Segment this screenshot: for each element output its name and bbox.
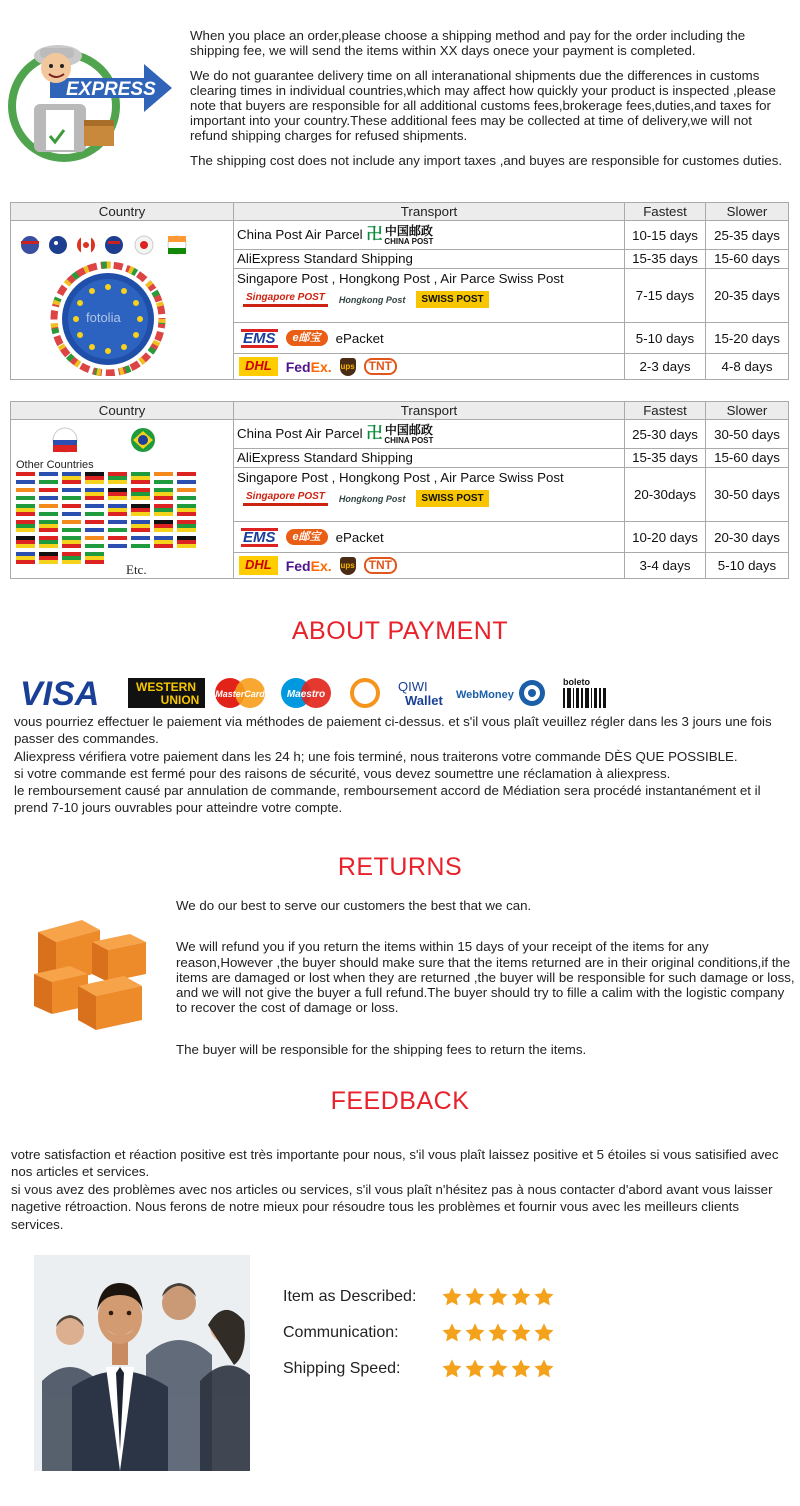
- flag-stripe: [62, 556, 81, 560]
- slower-value: 15-60 days: [706, 250, 789, 268]
- header-transport: Transport: [234, 203, 625, 221]
- flag-stripe: [39, 524, 58, 528]
- seller-ratings: [283, 1279, 573, 1387]
- flag-stripe: [177, 536, 196, 540]
- flag-stripe: [85, 512, 104, 516]
- flag-stripe: [85, 536, 104, 540]
- header-country: Country: [11, 402, 234, 420]
- table-header-row: [11, 402, 789, 420]
- maestro-logo: [281, 678, 331, 708]
- svg-text:QIWI: QIWI: [398, 679, 428, 694]
- flag-stripe: [154, 544, 173, 548]
- rating-row: [283, 1279, 573, 1315]
- star-rating: [441, 1286, 555, 1308]
- flag-stripe: [154, 480, 173, 484]
- star-rating: [441, 1358, 555, 1380]
- flag-stripe: [62, 536, 81, 540]
- flag-stripe: [62, 476, 81, 480]
- flag-stripe: [16, 476, 35, 480]
- flag-stripe: [131, 524, 150, 528]
- table-row: [11, 420, 789, 449]
- star-icon: [510, 1286, 532, 1308]
- flag-stripe: [154, 520, 173, 524]
- flag-stripe: [62, 492, 81, 496]
- flag-stripe: [108, 488, 127, 492]
- country-cell-eu: [11, 221, 234, 380]
- flag-stripe: [85, 496, 104, 500]
- fastest-value: 25-30 days: [625, 420, 706, 449]
- payment-line: si votre commande est fermé pour des raisons de sécurité, vous devez soumettre une réclamation à aliexpress.: [14, 765, 671, 781]
- flag-stripe: [62, 488, 81, 492]
- slower-value: 15-60 days: [706, 449, 789, 467]
- flag-stripe: [154, 476, 173, 480]
- transport-name: ePacket: [335, 330, 384, 346]
- flag-circle-row: [21, 236, 186, 254]
- star-icon: [464, 1286, 486, 1308]
- transport-aliexpress: AliExpress Standard Shipping: [234, 449, 625, 467]
- flag-stripe: [39, 488, 58, 492]
- fastest-value: 15-35 days: [625, 250, 706, 268]
- flag-stripe: [177, 508, 196, 512]
- shipping-paragraph: We do not guarantee delivery time on all interanational shipments due the differences in customs clearing times in individual countries,which may affect how quickly your product is inspected ,please note that buyers are responsible for all additional customs fees,brokerage fees,duties,and taxes for important into your country.These additional fees may be collected at time of delivery,we will not refund shipping charges for refused shipments.: [190, 68, 776, 144]
- flag-stripe: [85, 552, 104, 556]
- svg-text:UNION: UNION: [160, 693, 200, 707]
- flag-stripe: [85, 476, 104, 480]
- flag-stripe: [62, 520, 81, 524]
- flag-stripe: [39, 556, 58, 560]
- returns-paragraph: The buyer will be responsible for the shipping fees to return the items.: [176, 1041, 587, 1057]
- dhl-logo: DHL: [239, 357, 278, 376]
- flag-stripe: [131, 492, 150, 496]
- star-icon: [441, 1322, 463, 1344]
- star-icon: [487, 1322, 509, 1344]
- flag-stripe: [108, 512, 127, 516]
- ems-logo: EMS: [243, 329, 276, 347]
- fedex-logo: FedEx.: [285, 358, 332, 375]
- fastest-value: 10-20 days: [625, 522, 706, 552]
- transport-epacket: [234, 323, 625, 353]
- rating-row: [283, 1351, 573, 1387]
- china-post-icon: 卍: [366, 226, 383, 243]
- payment-text: [14, 713, 784, 817]
- flag-stripe: [131, 544, 150, 548]
- transport-name: China Post Air Parcel: [237, 226, 363, 242]
- country-flags-eu-image: [12, 221, 233, 376]
- table-row: [11, 221, 789, 250]
- fastest-value: 3-4 days: [625, 552, 706, 578]
- flag-stripe: [85, 472, 104, 476]
- china-post-logo-cn: 中国邮政: [384, 422, 433, 437]
- transport-name: ePacket: [335, 529, 384, 545]
- country-cell-other: [11, 420, 234, 579]
- flag-stripe: [62, 496, 81, 500]
- flag-stripe: [177, 524, 196, 528]
- flag-stripe: [131, 520, 150, 524]
- fastest-value: 7-15 days: [625, 268, 706, 323]
- header-fastest: Fastest: [625, 203, 706, 221]
- flag-stripe: [62, 472, 81, 476]
- flag-stripe: [16, 524, 35, 528]
- star-icon: [533, 1286, 555, 1308]
- payment-line: vous pourriez effectuer le paiement via méthodes de paiement ci-dessus. et s'il vous plaît veuillez régler dans les 3 jours une fois passer des commandes.: [14, 714, 772, 747]
- flag-stripe: [154, 512, 173, 516]
- ups-logo: ups: [340, 557, 356, 575]
- flag-stripe: [85, 492, 104, 496]
- svg-text:Maestro: Maestro: [286, 689, 326, 700]
- flag-stripe: [177, 528, 196, 532]
- flag-stripe: [154, 496, 173, 500]
- transport-china-post: [234, 221, 625, 250]
- transport-name: Singapore Post , Hongkong Post , Air Parce Swiss Post: [237, 469, 564, 485]
- flag-stripe: [16, 520, 35, 524]
- china-post-logo-en: CHINA POST: [384, 236, 434, 246]
- flag-stripe: [154, 536, 173, 540]
- flag-stripe: [62, 524, 81, 528]
- returns-text: [176, 898, 796, 1083]
- edb-logo: e邮宝: [286, 529, 328, 546]
- flag-stripe: [16, 496, 35, 500]
- flag-stripe: [39, 472, 58, 476]
- flag-stripe: [154, 540, 173, 544]
- dhl-logo: DHL: [239, 556, 278, 575]
- flag-stripe: [131, 504, 150, 508]
- svg-text:MasterCard: MasterCard: [215, 689, 265, 699]
- shipping-table-2: [10, 401, 789, 579]
- china-post-icon: 卍: [366, 425, 383, 442]
- transport-singapore: [234, 268, 625, 323]
- star-icon: [487, 1358, 509, 1380]
- svg-text:WESTERN: WESTERN: [136, 680, 196, 694]
- flag-stripe: [85, 524, 104, 528]
- flag-stripe: [62, 504, 81, 508]
- flag-stripe: [177, 512, 196, 516]
- country-flags-other-image: [12, 420, 233, 575]
- flag-stripe: [108, 544, 127, 548]
- flag-stripe: [62, 552, 81, 556]
- transport-express: [234, 552, 625, 578]
- header-slower: Slower: [706, 402, 789, 420]
- flag-stripe: [16, 528, 35, 532]
- transport-name: China Post Air Parcel: [237, 425, 363, 441]
- flag-stripe: [108, 476, 127, 480]
- flag-stripe: [177, 504, 196, 508]
- slower-value: 15-20 days: [706, 323, 789, 353]
- flag-stripe: [108, 504, 127, 508]
- hongkong-post-logo: Hongkong Post: [338, 493, 406, 504]
- flag-stripe: [108, 472, 127, 476]
- star-icon: [510, 1358, 532, 1380]
- flag-stripe: [131, 512, 150, 516]
- fastest-value: 15-35 days: [625, 449, 706, 467]
- returns-paragraph: We do our best to serve our customers the best that we can.: [176, 898, 532, 913]
- table-header-row: [11, 203, 789, 221]
- flag-stripe: [177, 496, 196, 500]
- flag-stripe: [131, 480, 150, 484]
- flag-stripe: [39, 496, 58, 500]
- flag-stripe: [85, 488, 104, 492]
- flag-stripe: [108, 480, 127, 484]
- fastest-value: 20-30days: [625, 467, 706, 522]
- etc-label: Etc.: [125, 562, 147, 575]
- returns-paragraph: We will refund you if you return the items within 15 days of your receipt of the items for any reason,However ,the buyer should make sure that the items returned are in their original conditions,if the items are damaged or lost when they are returned ,the buyer will be responsible for such damage or loss, and we will not give the buyer a full refund.The buyer should try to fille a calim with the logistic company to recover the cost of damage or loss.: [176, 939, 795, 1016]
- flag-stripe: [39, 508, 58, 512]
- transport-aliexpress: AliExpress Standard Shipping: [234, 250, 625, 268]
- flag-stripe: [16, 480, 35, 484]
- china-post-logo: [366, 225, 433, 246]
- flag-stripe: [39, 512, 58, 516]
- payment-line: Aliexpress vérifiera votre paiement dans les 24 h; une fois terminé, nous traiterons votre commande DÈS QUE POSSIBLE.: [14, 748, 738, 764]
- flag-stripe: [131, 540, 150, 544]
- header-fastest: Fastest: [625, 402, 706, 420]
- flag-stripe: [108, 536, 127, 540]
- china-post-logo: [366, 424, 433, 445]
- star-icon: [510, 1322, 532, 1344]
- flag-stripe: [39, 552, 58, 556]
- box: [92, 934, 146, 982]
- flag-stripe: [62, 508, 81, 512]
- flag-stripe: [39, 492, 58, 496]
- star-icon: [487, 1286, 509, 1308]
- tnt-logo: TNT: [364, 557, 397, 575]
- flag-stripe: [85, 480, 104, 484]
- mini-flag-grid: [16, 472, 196, 564]
- hongkong-post-logo: Hongkong Post: [338, 294, 406, 305]
- star-icon: [441, 1358, 463, 1380]
- flag-stripe: [154, 524, 173, 528]
- flag-stripe: [154, 488, 173, 492]
- ups-logo: ups: [340, 358, 356, 376]
- flag-stripe: [85, 540, 104, 544]
- slower-value: 5-10 days: [706, 552, 789, 578]
- transport-china-post: [234, 420, 625, 449]
- flag-stripe: [62, 544, 81, 548]
- flag-stripe: [154, 472, 173, 476]
- flag-stripe: [62, 512, 81, 516]
- flag-stripe: [108, 496, 127, 500]
- flag-stripe: [16, 552, 35, 556]
- singapore-post-logo: Singapore POST: [243, 491, 328, 506]
- flag-stripe: [177, 480, 196, 484]
- edb-logo: e邮宝: [286, 330, 328, 347]
- fastest-value: 5-10 days: [625, 323, 706, 353]
- slower-value: 4-8 days: [706, 353, 789, 379]
- flag-stripe: [16, 488, 35, 492]
- flag-stripe: [85, 508, 104, 512]
- flag-stripe: [39, 528, 58, 532]
- shipping-paragraph: The shipping cost does not include any import taxes ,and buyes are responsible for customes duties.: [190, 153, 783, 169]
- china-post-logo-en: CHINA POST: [384, 435, 434, 445]
- flag-stripe: [16, 512, 35, 516]
- flag-stripe: [39, 504, 58, 508]
- fotolia-watermark: fotolia: [85, 310, 121, 325]
- svg-text:WebMoney: WebMoney: [456, 689, 514, 701]
- transport-singapore: [234, 467, 625, 522]
- flag-stripe: [85, 504, 104, 508]
- flag-stripe: [131, 476, 150, 480]
- payment-logos: [20, 675, 620, 711]
- flag-stripe: [62, 528, 81, 532]
- slower-value: 20-30 days: [706, 522, 789, 552]
- other-countries-label: Other Countries: [15, 459, 94, 471]
- flag-stripe: [131, 536, 150, 540]
- star-icon: [464, 1358, 486, 1380]
- header-country: Country: [11, 203, 234, 221]
- star-icon: [464, 1322, 486, 1344]
- star-icon: [533, 1358, 555, 1380]
- flag-stripe: [131, 508, 150, 512]
- flag-stripe: [177, 476, 196, 480]
- flag-stripe: [39, 476, 58, 480]
- flag-stripe: [85, 556, 104, 560]
- star-icon: [533, 1322, 555, 1344]
- flag-stripe: [108, 524, 127, 528]
- cardboard-boxes-image: [30, 912, 150, 1034]
- flag-stripe: [16, 508, 35, 512]
- flag-stripe: [108, 508, 127, 512]
- boleto-logo: [563, 677, 606, 708]
- flag-stripe: [131, 496, 150, 500]
- flag-stripe: [108, 540, 127, 544]
- western-union-logo: [128, 678, 205, 708]
- flag-stripe: [16, 536, 35, 540]
- swiss-post-logo: SWISS POST: [416, 291, 488, 309]
- flag-stripe: [62, 480, 81, 484]
- feedback-title: FEEDBACK: [330, 1087, 470, 1115]
- flag-stripe: [131, 488, 150, 492]
- flag-stripe: [39, 560, 58, 564]
- flag-stripe: [39, 544, 58, 548]
- svg-text:boleto: boleto: [563, 677, 590, 687]
- rating-label: Shipping Speed:: [283, 1359, 401, 1377]
- slower-value: 25-35 days: [706, 221, 789, 250]
- feedback-line: votre satisfaction et réaction positive est très importante pour nous, s'il vous plaît laissez positive et 5 étoiles si vous satisified avec nos articles et services.: [11, 1147, 779, 1180]
- feedback-text: [11, 1146, 786, 1233]
- shipping-paragraph: When you place an order,please choose a shipping method and pay for the order including the shipping fee, we will send the items within XX days onece your payment is completed.: [190, 28, 746, 59]
- flag-stripe: [16, 540, 35, 544]
- flag-stripe: [85, 528, 104, 532]
- flag-stripe: [154, 508, 173, 512]
- business-team-photo: [34, 1255, 250, 1471]
- flag-stripe: [154, 504, 173, 508]
- shipping-info-text: [190, 28, 792, 178]
- flag-stripe: [16, 544, 35, 548]
- star-rating: [441, 1322, 555, 1344]
- flag-stripe: [16, 560, 35, 564]
- header-slower: Slower: [706, 203, 789, 221]
- flag-stripe: [108, 528, 127, 532]
- singapore-post-logo: Singapore POST: [243, 292, 328, 307]
- flag-stripe: [154, 492, 173, 496]
- rating-row: [283, 1315, 573, 1351]
- flag-stripe: [62, 540, 81, 544]
- flag-stripe: [177, 492, 196, 496]
- payment-title: ABOUT PAYMENT: [291, 617, 509, 645]
- header-transport: Transport: [234, 402, 625, 420]
- tnt-logo: TNT: [364, 358, 397, 376]
- flag-stripe: [177, 488, 196, 492]
- fastest-value: 2-3 days: [625, 353, 706, 379]
- transport-express: [234, 353, 625, 379]
- express-delivery-illustration: [6, 26, 178, 170]
- flag-stripe: [16, 472, 35, 476]
- transport-epacket: [234, 522, 625, 552]
- star-icon: [441, 1286, 463, 1308]
- qiwi-logo: [352, 679, 443, 708]
- flag-stripe: [108, 520, 127, 524]
- flag-stripe: [177, 520, 196, 524]
- flag-stripe: [154, 528, 173, 532]
- flag-stripe: [131, 472, 150, 476]
- ems-logo: EMS: [243, 528, 276, 546]
- china-post-logo-cn: 中国邮政: [384, 223, 433, 238]
- feedback-line: si vous avez des problèmes avec nos articles ou services, s'il vous plaît n'hésitez pas à nous contacter d'abord avant vous laisser nagetive rétroaction. Nous ferons de notre mieux pour résoudre tous les problèmes et fournir vous avec les meilleurs clients services.: [11, 1181, 773, 1232]
- fastest-value: 10-15 days: [625, 221, 706, 250]
- rating-label: Item as Described:: [283, 1287, 417, 1305]
- mastercard-logo: [215, 678, 265, 708]
- express-badge-text: EXPRESS: [66, 79, 156, 100]
- svg-text:Wallet: Wallet: [405, 693, 443, 708]
- flag-stripe: [85, 520, 104, 524]
- flag-stripe: [177, 544, 196, 548]
- returns-title: RETURNS: [337, 853, 463, 881]
- flag-stripe: [39, 520, 58, 524]
- flag-stripe: [62, 560, 81, 564]
- flag-stripe: [39, 536, 58, 540]
- rating-label: Communication:: [283, 1323, 399, 1341]
- slower-value: 30-50 days: [706, 467, 789, 522]
- flag-stripe: [177, 540, 196, 544]
- fedex-logo: FedEx.: [285, 557, 332, 574]
- shipping-table-1: [10, 202, 789, 380]
- visa-logo: VISA: [20, 675, 100, 711]
- webmoney-logo: [456, 680, 545, 706]
- flag-stripe: [16, 492, 35, 496]
- payment-line: le remboursement causé par annulation de commande, remboursement accord de Médiation sera procédé instantanément et il prend 7-10 jours ouvrables pour atteindre votre compte.: [14, 783, 761, 816]
- box: [78, 976, 142, 1030]
- slower-value: 20-35 days: [706, 268, 789, 323]
- flag-stripe: [85, 560, 104, 564]
- flag-stripe: [39, 480, 58, 484]
- flag-stripe: [177, 472, 196, 476]
- flag-stripe: [108, 492, 127, 496]
- flag-stripe: [16, 556, 35, 560]
- flag-stripe: [39, 540, 58, 544]
- transport-name: Singapore Post , Hongkong Post , Air Parce Swiss Post: [237, 270, 564, 286]
- slower-value: 30-50 days: [706, 420, 789, 449]
- swiss-post-logo: SWISS POST: [416, 490, 488, 508]
- flag-stripe: [85, 544, 104, 548]
- flag-stripe: [16, 504, 35, 508]
- flag-stripe: [131, 528, 150, 532]
